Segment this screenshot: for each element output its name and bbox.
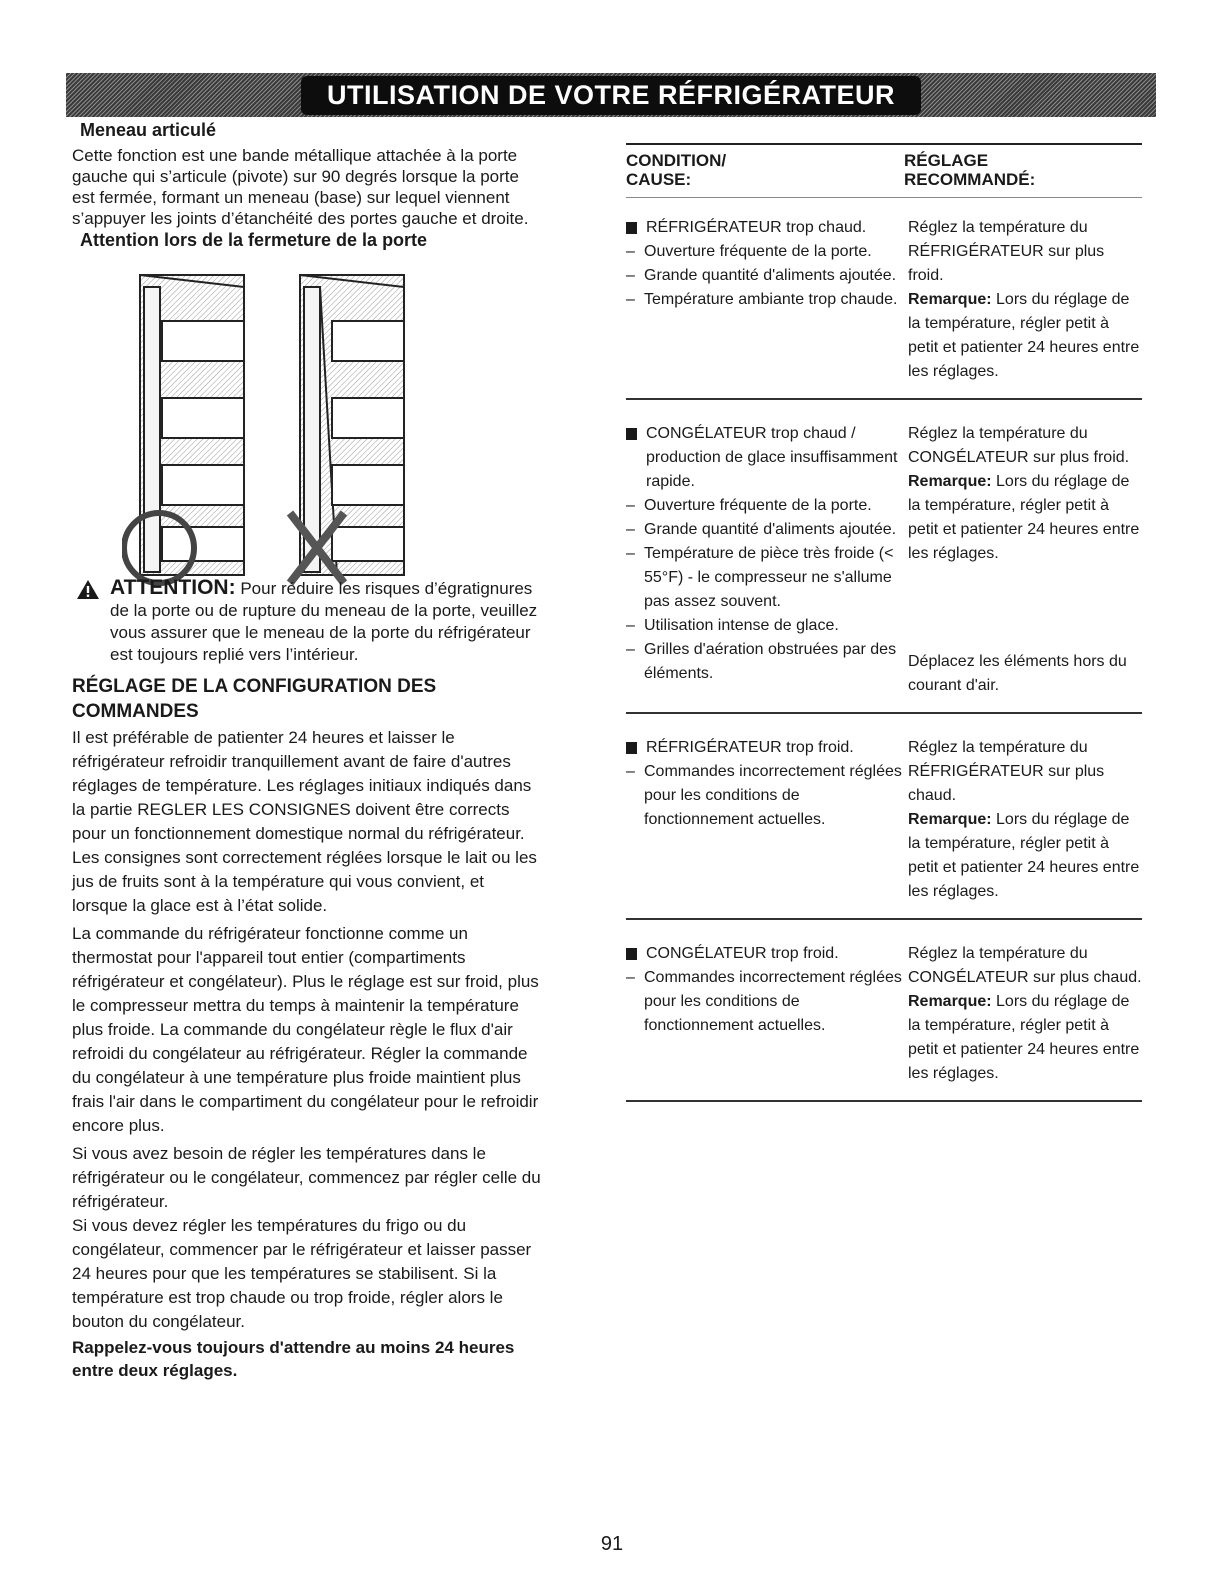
cause-item: – Grilles d'aération obstruées par des éléments. [626, 638, 908, 686]
table-row [626, 920, 1142, 1102]
section-title-controls: RÉGLAGE DE LA CONFIGURATION DES COMMANDES [72, 676, 437, 722]
recommendation-cell: Réglez la température du CONGÉLATEUR sur plus froid. Remarque: Lors du réglage de la température, régler petit à petit et patienter 24 heures entre les réglages. Déplacez les éléments hors du courant d'air. [908, 425, 1140, 694]
condition-cell: CONGÉLATEUR trop chaud / production de glace insuffisamment rapide. – Ouverture fréquente de la porte. – Grande quantité d'aliments ajoutée. – Température de pièce très froide (< 55°F) - le compresseur ne s'allume pas assez souvent. – Utilisation intense de glace. – Grilles d'aération obstruées par des éléments. [626, 422, 908, 698]
door-illustration-svg [122, 265, 412, 595]
table-row [626, 198, 1142, 400]
recommendation-cell: Réglez la température du RÉFRIGÉRATEUR sur plus froid. Remarque: Lors du réglage de la température, régler petit à petit et patienter 24 heures entre les réglages. [908, 219, 1140, 380]
controls-paragraph-2: La commande du réfrigérateur fonctionne comme un thermostat pour l'appareil tout entier (compartiments réfrigérateur et congélateur). Plus le réglage est sur froid, plus le compresseur mettra du temps à maintenir la température plus froide. La commande du congélateur règle le flux d'air refroidi du congélateur au réfrigérateur. Régler la commande du congélateur à une température plus froide maintient plus frais l'air dans le compartiment du congélateur pour le refroidir encore plus. [72, 924, 539, 1135]
header-condition: CONDITION/ CAUSE: [626, 151, 727, 189]
cause-item: – Ouverture fréquente de la porte. [626, 240, 908, 264]
cause-item: – Commandes incorrectement réglées pour les conditions de fonctionnement actuelles. [626, 966, 908, 1038]
page-title: UTILISATION DE VOTRE RÉFRIGÉRATEUR [301, 76, 921, 115]
mullion-description: Cette fonction est une bande métallique attachée à la porte gauche qui s’articule (pivote) sur 90 degrés lorsque la porte est fermée, formant un meneau (base) sur lequel viennent s’appuyer les joints d’étanchéité des portes gauche et droite. [72, 146, 529, 228]
controls-paragraph-3: Si vous avez besoin de régler les températures dans le réfrigérateur ou le congélateur, commencez par régler celle du réfrigérateur. [72, 1144, 541, 1211]
left-column [72, 120, 542, 1382]
condition-cell: RÉFRIGÉRATEUR trop chaud. – Ouverture fréquente de la porte. – Grande quantité d'aliments ajoutée. – Température ambiante trop chaude. [626, 216, 908, 384]
attention-label: ATTENTION: [110, 576, 236, 599]
cause-item: – Utilisation intense de glace. [626, 614, 908, 638]
table-row [626, 714, 1142, 920]
cause-item: – Température de pièce très froide (< 55°F) - le compresseur ne s'allume pas assez souvent. [626, 542, 908, 614]
cause-item: – Commandes incorrectement réglées pour les conditions de fonctionnement actuelles. [626, 760, 908, 832]
condition-cell: CONGÉLATEUR trop froid. – Commandes incorrectement réglées pour les conditions de fonctionnement actuelles. [626, 942, 908, 1086]
bullet-square-icon [626, 428, 637, 440]
header-recommendation: RÉGLAGE RECOMMANDÉ: [904, 151, 1036, 189]
attention-warning [76, 577, 542, 666]
recommendation-cell: Réglez la température du RÉFRIGÉRATEUR sur plus chaud. Remarque: Lors du réglage de la température, régler petit à petit et patienter 24 heures entre les réglages. [908, 739, 1140, 900]
cause-item: – Grande quantité d'aliments ajoutée. [626, 518, 908, 542]
door-correct [124, 275, 244, 583]
condition-cell: RÉFRIGÉRATEUR trop froid. – Commandes incorrectement réglées pour les conditions de fonctionnement actuelles. [626, 736, 908, 904]
page-number: 91 [600, 1533, 624, 1555]
troubleshooting-table [626, 143, 1142, 1102]
cause-item: – Grande quantité d'aliments ajoutée. [626, 264, 908, 288]
attention-text: Pour réduire les risques d’égratignures de la porte ou de rupture du meneau de la porte, veuillez vous assurer que le meneau de la porte du réfrigérateur est toujours replié vers l’intérieur. [110, 579, 538, 664]
section-title-mullion: Meneau articulé [80, 120, 217, 140]
bullet-square-icon [626, 222, 637, 234]
door-mullion-illustration [122, 265, 412, 595]
bullet-square-icon [626, 742, 637, 754]
title-banner [66, 73, 1156, 117]
cause-item: – Température ambiante trop chaude. [626, 288, 908, 312]
cause-item: – Ouverture fréquente de la porte. [626, 494, 908, 518]
warning-triangle-icon [76, 579, 100, 600]
table-header [626, 143, 1142, 198]
reminder-note: Rappelez-vous toujours d'attendre au moins 24 heures entre deux réglages. [72, 1338, 515, 1380]
section-title-door-closing: Attention lors de la fermeture de la porte [80, 230, 428, 250]
controls-paragraph-1: Il est préférable de patienter 24 heures et laisser le réfrigérateur refroidir tranquillement avant de faire d'autres réglages de température. Les réglages initiaux indiqués dans la partie REGLER LES CONSIGNES doivent être corrects pour un fonctionnement domestique normal du réfrigérateur. Les consignes sont correctement réglées lorsque le lait ou les jus de fruits sont à la température qui vous convient, et lorsque la glace est à l’état solide. [72, 728, 537, 915]
bullet-square-icon [626, 948, 637, 960]
table-row [626, 400, 1142, 714]
recommendation-cell: Réglez la température du CONGÉLATEUR sur plus chaud. Remarque: Lors du réglage de la température, régler petit à petit et patienter 24 heures entre les réglages. [908, 945, 1142, 1082]
door-incorrect [290, 275, 404, 583]
controls-paragraph-4: Si vous devez régler les températures du frigo ou du congélateur, commencer par le réfrigérateur et laisser passer 24 heures pour que les températures se stabilisent. Si la température est trop chaude ou trop froide, régler alors le bouton du congélateur. [72, 1216, 532, 1331]
